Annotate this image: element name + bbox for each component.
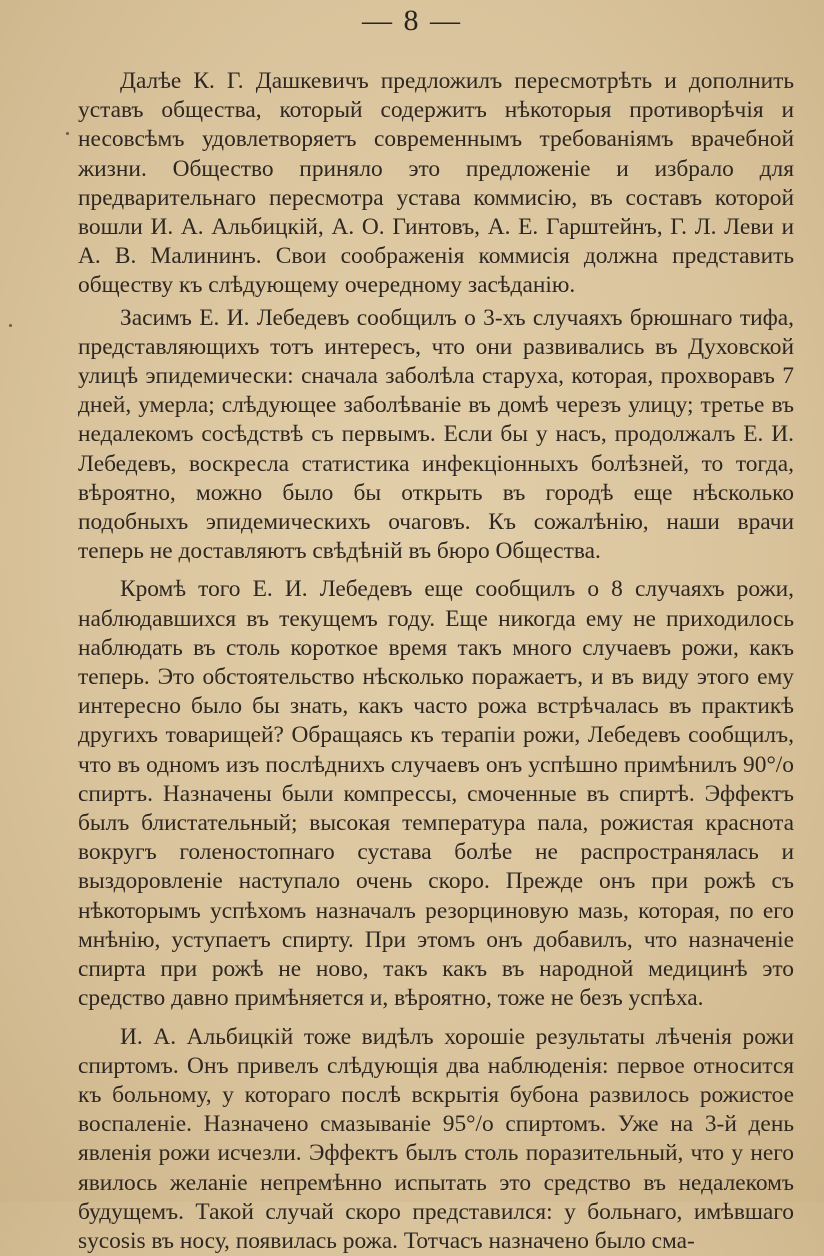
page-number: — 8 — <box>0 4 824 38</box>
paper-speck <box>9 324 12 327</box>
paragraph-erysipelas-cases: Кромѣ того Е. И. Лебедевъ еще сообщилъ о 8 случаяхъ рожи, наблюдавшихся въ текущемъ году. Еще никогда ему не приходилось наблюдать въ столь короткое время такъ много случаевъ рожи, какъ теперь. Это обстоятельство нѣсколько поражаетъ, и въ виду этого ему интересно было бы знать, какъ часто рожа встрѣчалась въ практикѣ другихъ товарищей? Обращаясь къ терапіи рожи, Лебедевъ сообщилъ, что въ одномъ изъ послѣднихъ случаевъ онъ успѣшно примѣнилъ 90°/о спиртъ. Назначены были компрессы, смоченные въ спиртѣ. Эффектъ былъ блистательный; высокая температура пала, рожистая краснота вокругъ голеностопнаго сустава болѣе не распространялась и выздоровленіе наступало очень скоро. Прежде онъ при рожѣ съ нѣкоторымъ успѣхомъ назначалъ резорциновую мазь, которая, по его мнѣнію, уступаетъ спирту. При этомъ онъ добавилъ, что назначеніе спирта при рожѣ не ново, такъ какъ въ народной медицинѣ это средство давно примѣняется и, вѣроятно, тоже не безъ успѣха. <box>78 575 794 1013</box>
paragraph-typhoid-cases: Засимъ Е. И. Лебедевъ сообщилъ о 3-хъ случаяхъ брюшнаго тифа, представляющихъ тотъ интересъ, что они развивались въ Духовской улицѣ эпидемически: сначала заболѣла старуха, которая, прохворавъ 7 дней, умерла; слѣдующее заболѣваніе въ домѣ черезъ улицу; третье въ недалекомъ сосѣдствѣ съ первымъ. Если бы у насъ, продолжалъ Е. И. Лебедевъ, воскресла статистика инфекціонныхъ болѣзней, то тогда, вѣроятно, можно было бы открыть въ городѣ еще нѣсколько подобныхъ эпидемическихъ очаговъ. Къ сожалѣнію, наши врачи теперь не доставляютъ свѣдѣній въ бюро Общества. <box>78 304 794 567</box>
paragraph-dashkevich-statute: Далѣе К. Г. Дашкевичъ предложилъ пересмотрѣть и дополнить уставъ общества, который содержитъ нѣкоторыя противорѣчія и несовсѣмъ удовлетворяетъ современнымъ требованіямъ врачебной жизни. Общество приняло это предложеніе и избрало для предварительнаго пересмотра устава коммисію, въ составъ которой вошли И. А. Альбицкій, А. О. Гинтовъ, А. Е. Гарштейнъ, Г. Л. Леви и А. В. Малининъ. Свои соображенія коммисія должна представить обществу къ слѣдующему очередному засѣданію. <box>78 67 794 301</box>
body-text <box>78 67 794 1256</box>
paragraph-albitsky-observations: И. А. Альбицкій тоже видѣлъ хорошіе результаты лѣченія рожи спиртомъ. Онъ привелъ слѣдующія два наблюденія: первое относится къ больному, у котораго послѣ вскрытія бубона развилось рожистое воспаленіе. Назначено смазываніе 95°/о спиртомъ. Уже на 3-й день явленія рожи исчезли. Эффектъ былъ столь поразительный, что у него явилось желаніе непремѣнно испытать это средство въ недалекомъ будущемъ. Такой случай скоро представился: у больнаго, имѣвшаго sycosis въ носу, появилась рожа. Тотчасъ назначено было сма- <box>78 1023 794 1256</box>
paper-speck <box>66 132 69 135</box>
